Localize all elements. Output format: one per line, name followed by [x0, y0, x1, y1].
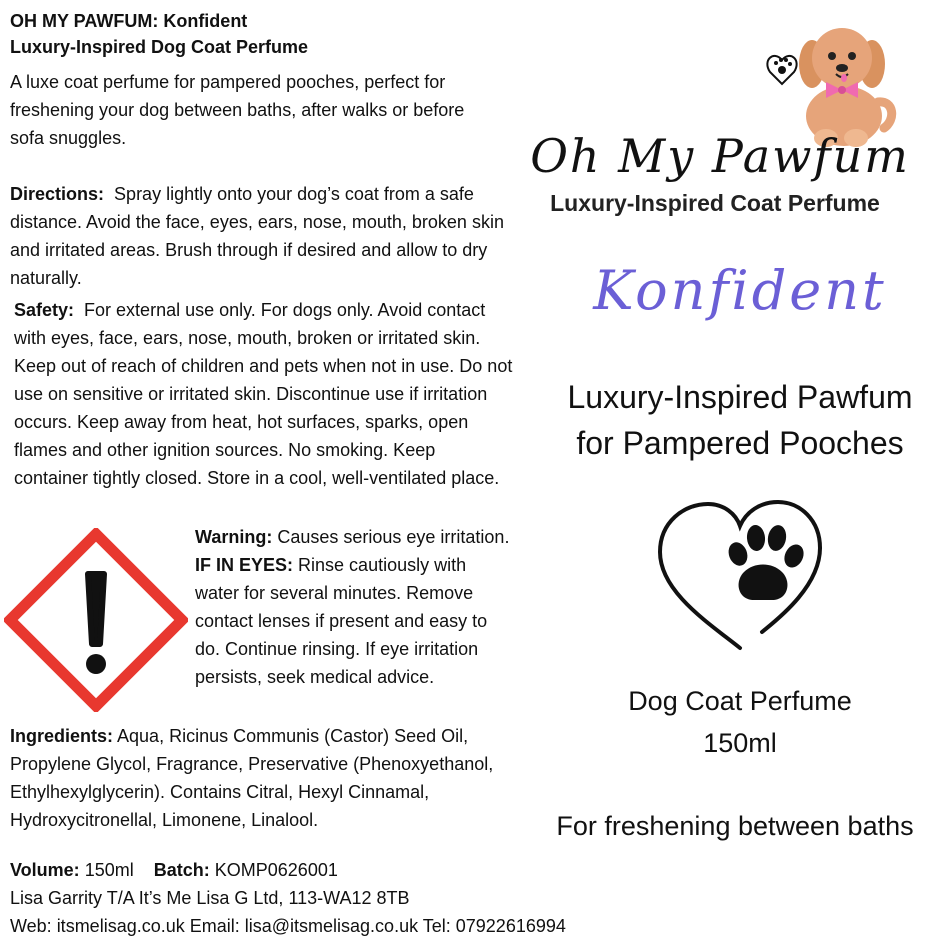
safety-text: For external use only. For dogs only. Avoid contact with eyes, face, ears, nose, mouth, broken or irritated skin. Keep out of reach of children and pets when not in use. Do not use on sensitive or irritated skin. Discontinue use if irritation occurs. Keep away from heat, hot surfaces, sparks, open flames and other ignition sources. No smoking. Keep container tightly closed. Store in a cool, well-ventilated place. [14, 300, 513, 488]
eyes-label: IF IN EYES: [195, 555, 294, 575]
headline [535, 374, 945, 466]
title-line-2: Luxury-Inspired Dog Coat Perfume [10, 37, 309, 57]
heart-paw-icon [650, 496, 830, 656]
ingredients-section [10, 722, 515, 834]
product-title [10, 8, 308, 60]
warning-text: Causes serious eye irritation. [277, 527, 510, 547]
headline-line-1: Luxury-Inspired Pawfum [567, 379, 913, 415]
directions-label: Directions: [10, 184, 105, 204]
product-size: 150ml [703, 728, 777, 758]
directions-text: Spray lightly onto your dog’s coat from a safe distance. Avoid the face, eyes, ears, nose, mouth, broken skin and irritated areas. Brush through if desired and allow to dry naturally. [10, 184, 504, 288]
product-name: Dog Coat Perfume [628, 686, 852, 716]
safety-label: Safety: [14, 300, 75, 320]
volume-label: Volume: [10, 860, 80, 880]
batch-label: Batch: [153, 860, 210, 880]
contact-line: Web: itsmelisag.co.uk Email: lisa@itsmelisag.co.uk Tel: 07922616994 [10, 916, 566, 936]
batch-value: KOMP0626001 [214, 860, 338, 880]
warning-label: Warning: [195, 527, 273, 547]
brand-tagline: Luxury-Inspired Coat Perfume [550, 190, 880, 216]
volume-batch-line [10, 856, 770, 884]
directions-section [10, 180, 505, 292]
intro-text: A luxe coat perfume for pampered pooches, perfect for freshening your dog between baths, after walks or before sofa snuggles. [10, 72, 465, 148]
scent-name: Konfident [593, 259, 887, 322]
warning-section [195, 523, 515, 691]
product-description [540, 680, 940, 764]
footer-info [10, 856, 770, 940]
safety-section [14, 296, 514, 492]
headline-line-2: for Pampered Pooches [576, 425, 904, 461]
brand-script-logo: Oh My Pawfum [530, 129, 910, 183]
eyes-text: Rinse cautiously with water for several minutes. Remove contact lenses if present and easy to do. Continue rinsing. If eye irritation persists, seek medical advice. [195, 555, 488, 687]
ingredients-label: Ingredients: [10, 726, 114, 746]
company-line: Lisa Garrity T/A It’s Me Lisa G Ltd, 113-WA12 8TB [10, 888, 410, 908]
usage-tagline: For freshening between baths [556, 811, 914, 841]
ghs-exclamation-icon [4, 528, 188, 712]
title-line-1: OH MY PAWFUM: Konfident [10, 11, 248, 31]
volume-value: 150ml [84, 860, 134, 880]
ingredients-text: Aqua, Ricinus Communis (Castor) Seed Oil, Propylene Glycol, Fragrance, Preservative (Phenoxyethanol, Ethylhexylglycerin). Contains Citral, Hexyl Cinnamal, Hydroxycitronellal, Limonene, Linalool. [10, 726, 494, 830]
